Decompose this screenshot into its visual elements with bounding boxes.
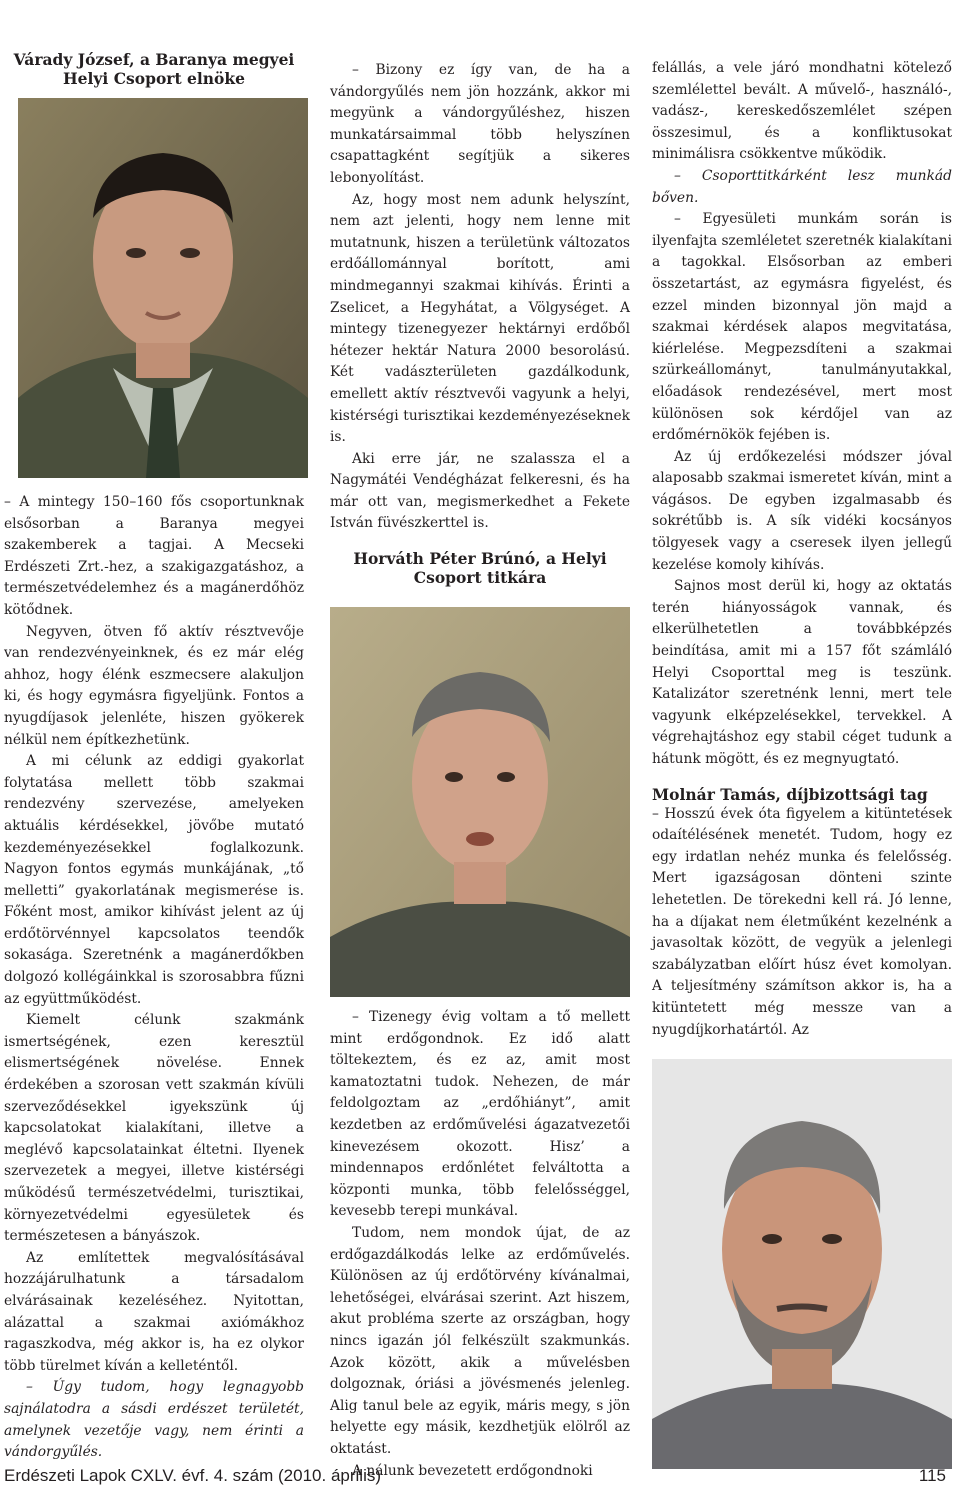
interview-question: – Csoporttitkárként lesz munkád bőven. bbox=[652, 167, 952, 206]
paragraph: Kiemelt célunk szakmánk ismertségének, ezen keresztül elismertségének növelése. Ennek érdekében a szorosan vett szakmán kívüli szerveződésekkel igyekszünk új kapcsolatokat kialakítani, illetve a meglévő kapcsolatainkat éltetni. Ilyenek szervezetek a megyei, illetve kistérségi működésű természetvédelmi, turisztikai, környezetvédelmi egyesületek és természetesen a bányászok. bbox=[4, 1012, 304, 1245]
paragraph: – Tizenegy évig voltam a tő mellett mint erdőgondnok. Ez idő alatt töltekeztem, és ez az, amit most kamatoztatni tudok. Nehezen, de már feldolgoztam az „erdőhiányt”, amit kezdetben az erdőművelési ágazatvezetői kinevezésem okozott. Hisz’ a mindennapos erdőnlétet felváltotta a központi munka, több felelősséggel, kevesebb terepi munkával. bbox=[330, 1009, 630, 1220]
column-1 bbox=[4, 50, 304, 1464]
paragraph: A nálunk bevezetett erdőgondnoki bbox=[352, 1462, 593, 1479]
portrait-photo-varady-image bbox=[18, 98, 308, 478]
paragraph: Aki erre jár, ne szalassza el a Nagymátéi Vendégházat felkeresni, és ha már ott van, megismerkedhet a Fekete István füvészkerttel is. bbox=[330, 450, 630, 532]
paragraph: Negyven, ötven fő aktív résztvevője van rendezvényeinknek, és ez már elég ahhoz, hogy élénk eszmecsere alakuljon ki, és hogy egymásra figyeljünk. Fontos a nyugdíjasok jelenléte, hiszen gyökerek nélkül nem építkezhetünk. bbox=[4, 623, 304, 748]
paragraph: Tudom, nem mondok újat, de az erdőgazdálkodás lelke az erdőművelés. Különösen az új erdőtörvény kívánalmai, lehetőségei, elvárásai szerint. Azt hiszem, akut probléma szerte az országban, hogy nincs igazán jól felkészült szakmunkás. Azok között, akik a művelésben dolgoznak, óriási a jövésmenés jelenleg. Alig tanul bele az egyik, máris megy, s jön helyette egy másik, kezdhetjük elölről az oktatást. bbox=[330, 1225, 630, 1457]
portrait-photo-molnar-image bbox=[652, 1059, 952, 1469]
portrait-photo-horvath bbox=[330, 607, 630, 997]
paragraph: Az új erdőkezelési módszer jóval alaposabb szakmai ismeretet kíván, mint a vágásos. De egyben izgalmasabb és sokrétűbb is. A sík vidéki kocsányos tölgyesek vagy a cseresek ilyen jellegű kezelése komoly kihívás. bbox=[652, 448, 952, 573]
paragraph: Sajnos most derül ki, hogy az oktatás terén hiányosságok vannak, és elkerülhetetlen a továbbképzés beindítása, amit mi a 157 főt számláló Helyi Csoporttal meg is teszünk. Katalizátor szeretnénk lenni, mert tele vagyunk elképzelésekkel, tervekkel. A végrehajtáshoz egy stabil céget tudunk a hátunk mögött, és ez megnyugtató. bbox=[652, 578, 952, 767]
interview-heading-horvath: Horváth Péter Brúnó, a Helyi Csoport titkára bbox=[353, 549, 607, 588]
paragraph: – Egyesületi munkám során is ilyenfajta szemléletet szeretnék kialakítani a tagokkal. Elsősorban az emberi összetartást, az egymásra figyelést, és ezzel minden bizonnyal jön majd a szakmai kérdések alapos megvitatása, kiérlelése. Megpezsdíteni a szakmai szürkeállományt, tanulmányutakkal, előadások rendezésével, mert most különösen sok kérdőjel van az erdőmérnökök fejében is. bbox=[652, 211, 952, 444]
page-number: 115 bbox=[918, 1466, 946, 1485]
interview-heading-molnar: Molnár Tamás, díjbizottsági tag bbox=[652, 784, 928, 804]
interview-question: – Úgy tudom, hogy legnagyobb sajnálatodra a sásdi erdészet területét, amelynek vezetője vagy, nem érinti a vándorgyűlés. bbox=[4, 1379, 304, 1461]
interview-heading-varady: Várady József, a Baranya megyei Helyi Csoport elnöke bbox=[13, 50, 295, 88]
paragraph: – Bizony ez így van, de ha a vándorgyűlés nem jön hozzánk, akkor mi megyünk a vándorgyűléshez, hiszen munkatársaimmal több helyszínen csapattagként segítjük a sikeres lebonyolítást. bbox=[330, 62, 630, 186]
paragraph: – Hosszú évek óta figyelem a kitüntetések odaítélésének menetét. Tudom, hogy ez egy irdatlan nehéz munka és felelősség. Mert igazságosan dönteni szinte lehetetlen. De törekedni kell rá. Jó lenne, ha a díjakat nem életműként kezelnénk a javasoltak között, de vegyük a jelenlegi szabályzatban előírt húsz évet komolyan. A teljesítmény számítson akkor is, ha a kitüntetett még messze van a nyugdíjkorhatártól. Az bbox=[652, 805, 952, 1038]
paragraph: – A mintegy 150–160 fős csoportunknak elsősorban a Baranya megyei szakemberek a tagjai. A Mecseki Erdészeti Zrt.-hez, a szakigazgatáshoz, a természetvédelemhez és a magánerdőhöz kötődnek. bbox=[4, 494, 304, 618]
portrait-photo-varady bbox=[18, 98, 308, 478]
paragraph: Az említettek megvalósításával hozzájárulhatunk a társadalom elvárásainak kezeléséhez. Nyitottan, alázattal a szakmai axiómákhoz ragaszkodva, még akkor is, ha ez olykor több türelmet kíván a kelleténtől. bbox=[4, 1249, 304, 1374]
portrait-photo-horvath-image bbox=[330, 607, 630, 997]
page-footer bbox=[4, 1466, 946, 1488]
column-2 bbox=[330, 60, 630, 1482]
paragraph: A mi célunk az eddigi gyakorlat folytatása mellett több szakmai rendezvény szervezése, amelyeken aktuális kérdésekkel, jövőbe mutató kezdeményezésekkel foglalkozunk. Nagyon fontos egymás munkájának, „tő melletti” gyakorlatának megismerése is. Főként most, amikor kihívást jelent az új erdőtörvénnyel kapcsolatos teendők sokasága. Szeretnénk a magánerdőkben dolgozó kollégáinkkal is szorosabbra fűzni az együttműködést. bbox=[4, 753, 304, 1007]
paragraph: Az, hogy most nem adunk helyszínt, nem azt jelenti, hogy nem lenne mit mutatnunk, hiszen a területünk változatos erdőállománnyal borított, ami mindmegannyi szakmai kihívás. Érinti a Zselicet, a Hegyhátat, a Völgységet. A mintegy tizenegyezer hektárnyi erdőből hétezer hektár Natura 2000 besorolású. Két vadászterületen gazdálkodunk, emellett aktív résztvevői vagyunk a helyi, kistérségi turisztikai kezdeményezéseknek is. bbox=[330, 191, 630, 446]
paragraph: felállás, a vele járó mondhatni kötelező szemlélettel bevált. A művelő-, használó-, vadász-, kereskedőszemlélet szépen összesimul, és a konfliktusokat minimálisra csökkentve működik. bbox=[652, 60, 952, 163]
journal-citation: Erdészeti Lapok CXLV. évf. 4. szám (2010. április) bbox=[4, 1466, 382, 1485]
portrait-photo-molnar bbox=[652, 1059, 952, 1469]
column-3 bbox=[652, 58, 952, 1469]
